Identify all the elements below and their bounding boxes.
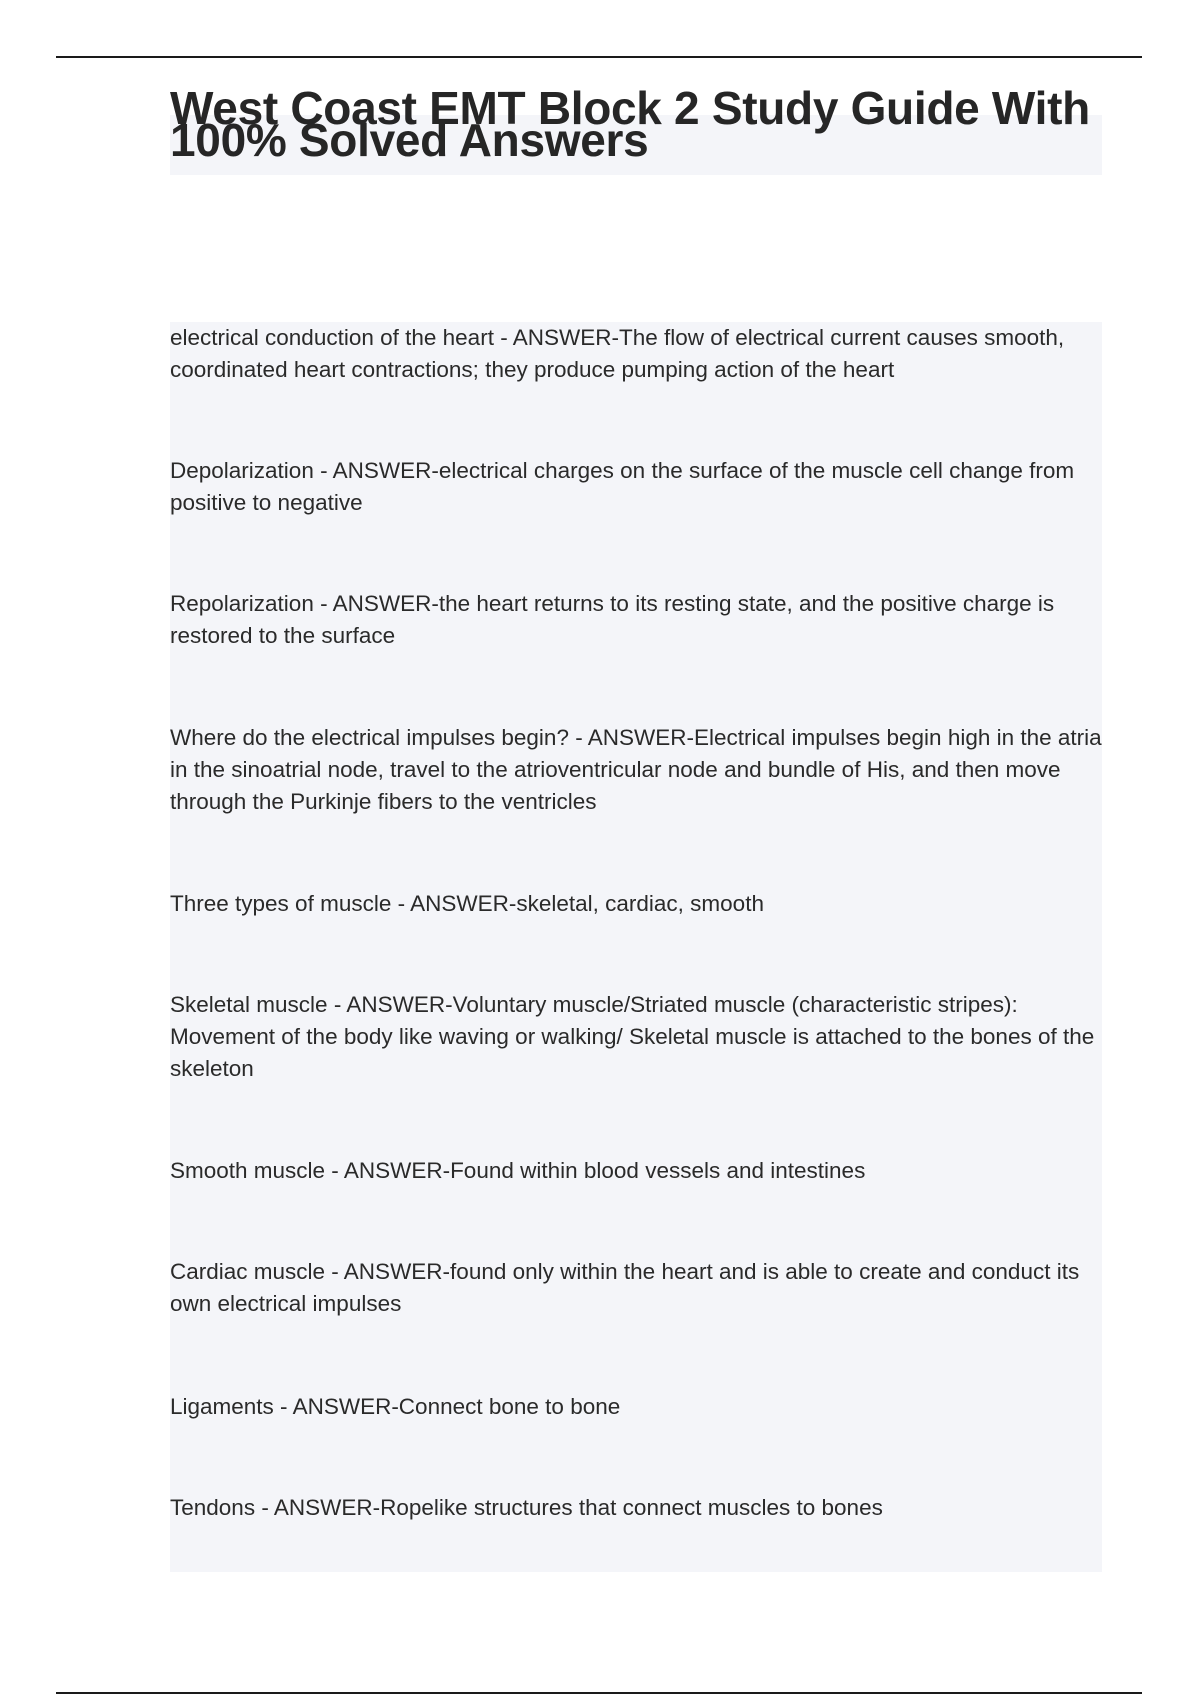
qa-entry-muscle-types: Three types of muscle - ANSWER-skeletal, cardiac, smooth xyxy=(170,891,764,916)
qa-entry-depolarization: Depolarization - ANSWER-electrical charges on the surface of the muscle cell change from positive to negative xyxy=(170,458,1075,515)
qa-entry-impulse-origin: Where do the electrical impulses begin? - ANSWER-Electrical impulses begin high in the atria in the sinoatrial node, travel to the atrioventricular node and bundle of His, and then move through the Purkinje fibers to the ventricles xyxy=(170,725,1102,814)
qa-entry-skeletal-muscle: Skeletal muscle - ANSWER-Voluntary muscle/Striated muscle (characteristic stripes): Movement of the body like waving or walking/ Skeletal muscle is attached to the bones of the skeleton xyxy=(170,992,1095,1081)
document-title: West Coast EMT Block 2 Study Guide With 100% Solved Answers xyxy=(170,82,1090,166)
top-divider xyxy=(56,56,1142,58)
qa-entry-smooth-muscle: Smooth muscle - ANSWER-Found within blood vessels and intestines xyxy=(170,1158,866,1183)
qa-entry-cardiac-muscle: Cardiac muscle - ANSWER-found only within the heart and is able to create and conduct its own electrical impulses xyxy=(170,1259,1080,1316)
bottom-divider xyxy=(56,1692,1142,1694)
qa-entry-ligaments: Ligaments - ANSWER-Connect bone to bone xyxy=(170,1394,621,1419)
qa-entry-electrical-conduction: electrical conduction of the heart - ANSWER-The flow of electrical current causes smooth, coordinated heart contractions; they produce pumping action of the heart xyxy=(170,325,1065,382)
qa-entry-repolarization: Repolarization - ANSWER-the heart returns to its resting state, and the positive charge is restored to the surface xyxy=(170,591,1055,648)
qa-entry-tendons: Tendons - ANSWER-Ropelike structures that connect muscles to bones xyxy=(170,1495,883,1520)
